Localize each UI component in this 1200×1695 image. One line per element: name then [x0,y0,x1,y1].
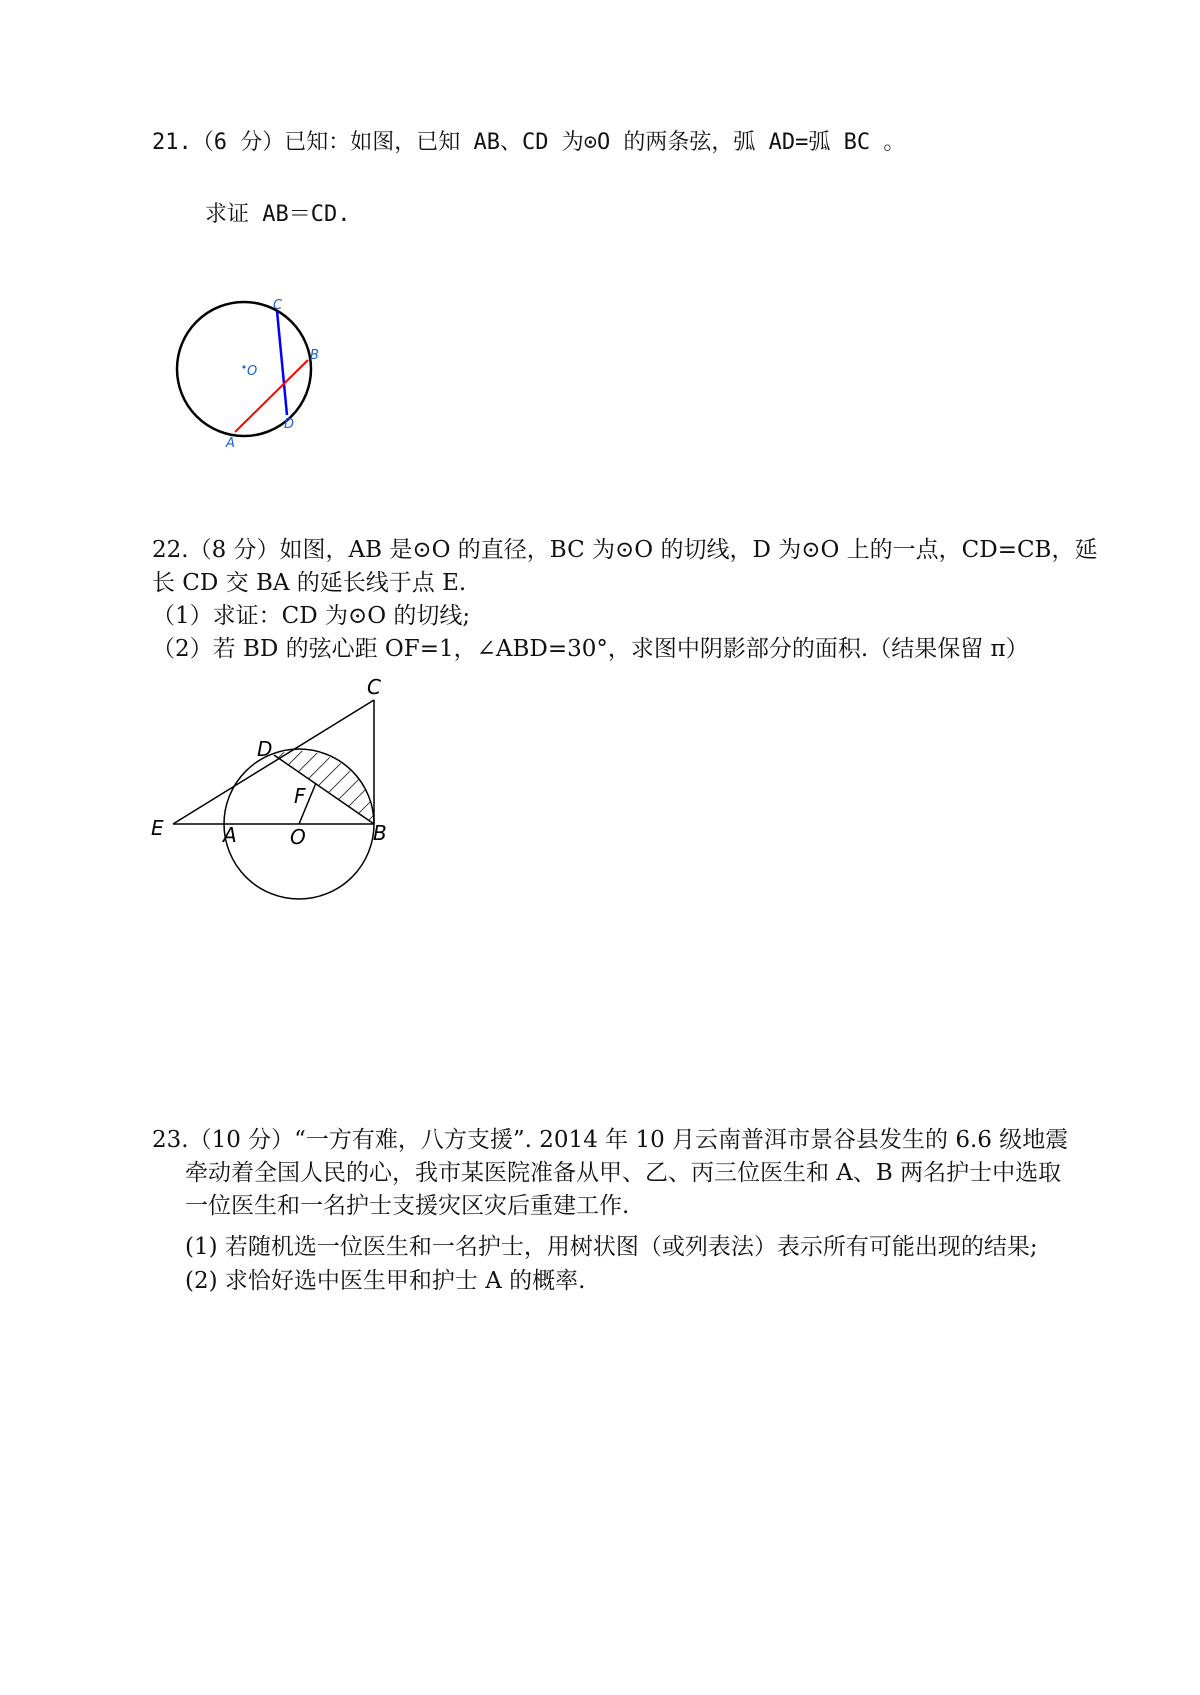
q22-stem-line1: 22.（8 分）如图，AB 是⊙O 的直径，BC 为⊙O 的切线，D 为⊙O 上的一点，CD=CB，延 [152,537,1098,563]
q21-chord-cd [277,311,287,415]
q22-figure [145,670,405,895]
q21-prove: 求证 AB＝CD. [205,202,351,227]
q22-label-c: C [367,675,381,699]
q23-stem-line1: 23.（10 分）“一方有难，八方支援”. 2014 年 10 月云南普洱市景谷县发生的 6.6 级地震 [152,1127,1069,1153]
q23-part2: (2) 求恰好选中医生甲和护士 A 的概率. [185,1268,586,1294]
q22-label-f: F [294,784,306,808]
q21-label-a: A [226,436,235,451]
q22-stem-line2: 长 CD 交 BA 的延长线于点 E. [152,570,467,596]
q21-figure [170,295,350,460]
q22-label-d: D [257,737,273,761]
q21-stem: 21.（6 分）已知：如图，已知 AB、CD 为⊙O 的两条弦，弧 AD=弧 BC 。 [152,130,906,155]
q22-label-a: A [223,823,237,847]
q21-label-c: C [273,298,283,313]
q21-label-o: O [247,364,258,379]
q22-part1: （1）求证：CD 为⊙O 的切线; [152,603,471,629]
q21-label-d: D [284,417,295,432]
q23-part1: (1) 若随机选一位医生和一名护士，用树状图（或列表法）表示所有可能出现的结果; [185,1234,1038,1260]
q21-center-dot [243,366,246,369]
q22-label-o: O [290,825,306,849]
q21-chord-ab [235,360,308,432]
q21-label-b: B [310,348,319,363]
q21-circle [177,302,311,436]
q22-label-b: B [373,821,387,845]
q23-stem-line3: 一位医生和一名护士支援灾区灾后重建工作. [185,1193,630,1219]
q22-part2: （2）若 BD 的弦心距 OF=1，∠ABD=30°，求图中阴影部分的面积.（结果保留 π） [152,636,1029,662]
q22-label-e: E [151,816,164,840]
q23-stem-line2: 牵动着全国人民的心，我市某医院准备从甲、乙、丙三位医生和 A、B 两名护士中选取 [185,1160,1062,1186]
q22-line-ec [173,700,374,824]
